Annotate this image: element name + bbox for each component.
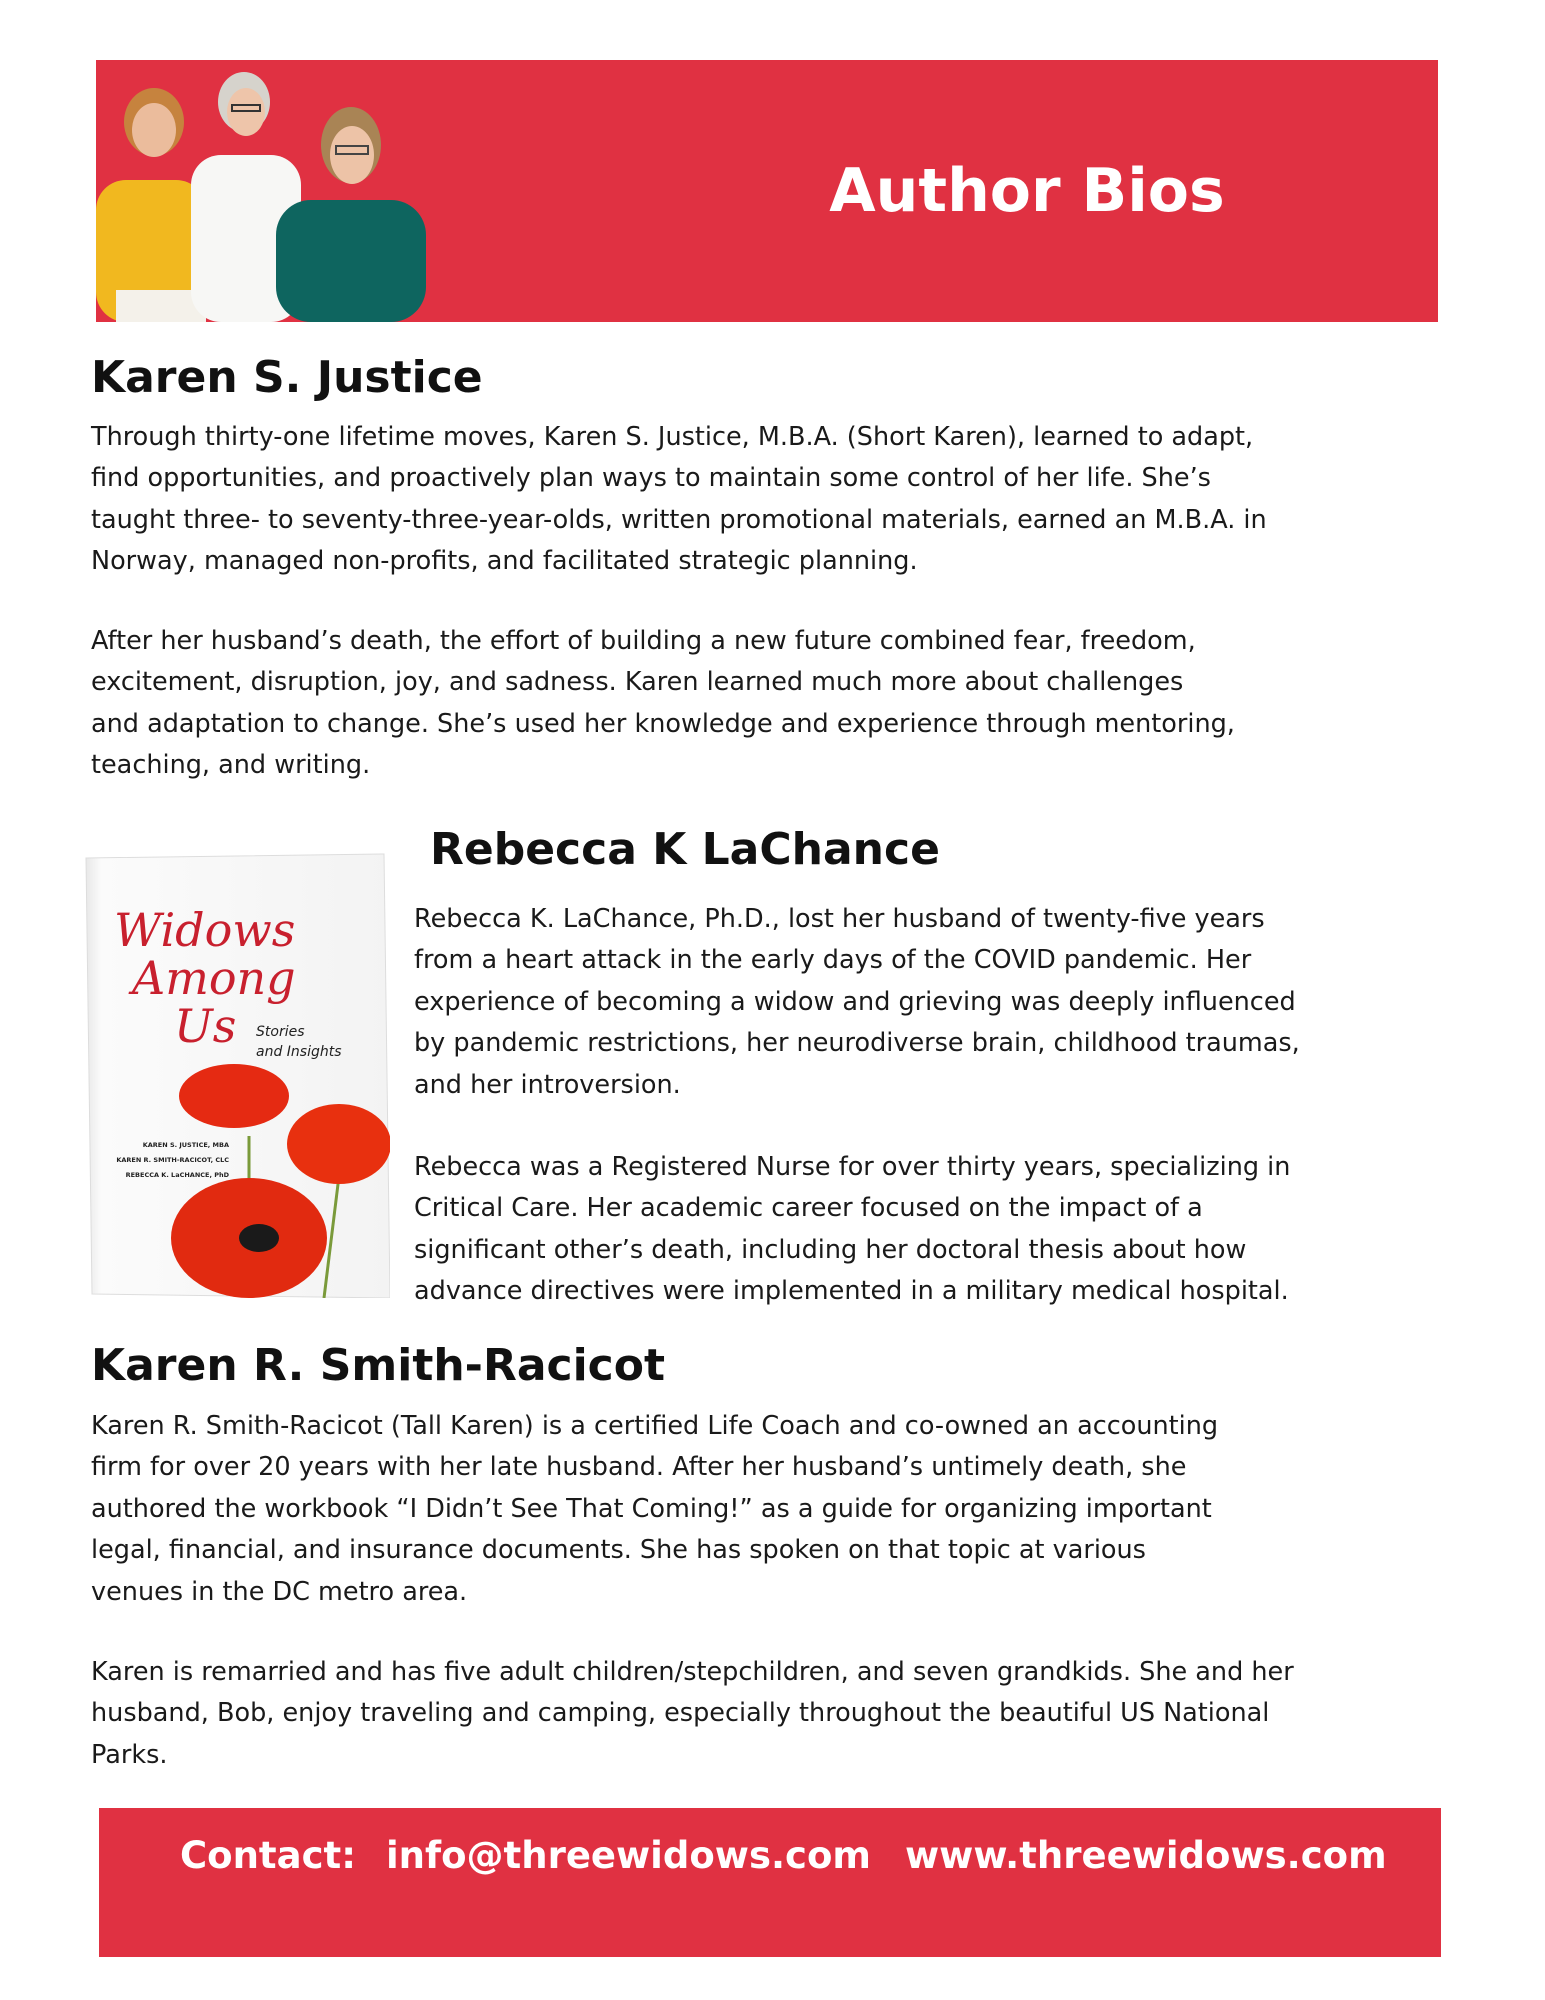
bio-line: venues in the DC metro area. — [91, 1576, 468, 1607]
bio-line: Karen is remarried and has five adult children/stepchildren, and seven grandkids. She and her — [91, 1657, 1294, 1687]
book-author-2: KAREN R. SMITH-RACICOT, CLC — [116, 1156, 229, 1164]
bio-line: Critical Care. Her academic career focused on the impact of a — [414, 1193, 1203, 1224]
bio-lachance-paragraph-1 — [414, 899, 1300, 1106]
book-subtitle-line2: and Insights — [256, 1044, 342, 1060]
bio-line: teaching, and writing. — [91, 750, 371, 781]
bio-line: Through thirty-one lifetime moves, Karen S. Justice, M.B.A. (Short Karen), learned to adapt, — [91, 422, 1254, 452]
author-name-smith-racicot: Karen R. Smith-Racicot — [91, 1340, 666, 1391]
bio-line: Rebecca K. LaChance, Ph.D., lost her husband of twenty-five years — [414, 904, 1265, 934]
website-link[interactable]: www.threewidows.com — [905, 1834, 1387, 1877]
author-name-lachance: Rebecca K LaChance — [430, 824, 940, 875]
bio-smith-racicot-paragraph-1 — [91, 1406, 1218, 1613]
contact-email-link[interactable]: info@threewidows.com — [386, 1834, 871, 1877]
book-subtitle-line1: Stories — [256, 1024, 305, 1040]
book-title-line1: Widows — [114, 903, 296, 957]
bio-justice-paragraph-2 — [91, 621, 1235, 787]
book-author-1: KAREN S. JUSTICE, MBA — [142, 1141, 229, 1149]
contact-label: Contact: — [180, 1834, 356, 1877]
bio-line: by pandemic restrictions, her neurodiverse brain, childhood traumas, — [414, 1028, 1300, 1059]
bio-line: Parks. — [91, 1739, 168, 1770]
bio-line: and her introversion. — [414, 1069, 681, 1100]
bio-line: advance directives were implemented in a military medical hospital. — [414, 1276, 1289, 1307]
bio-line: excitement, disruption, joy, and sadness. Karen learned much more about challenges — [91, 667, 1184, 698]
bio-justice-paragraph-1 — [91, 417, 1267, 583]
book-title-line2: Among — [132, 951, 296, 1005]
bio-line: After her husband’s death, the effort of building a new future combined fear, freedom, — [91, 626, 1196, 656]
header-banner — [96, 60, 1438, 322]
bio-line: from a heart attack in the early days of the COVID pandemic. Her — [414, 945, 1252, 976]
bio-lachance-paragraph-2 — [414, 1147, 1290, 1313]
bio-line: Norway, managed non-profits, and facilitated strategic planning. — [91, 546, 918, 577]
bio-line: and adaptation to change. She’s used her knowledge and experience through mentoring, — [91, 708, 1235, 739]
book-title-line3: Us — [174, 999, 237, 1053]
bio-line: Rebecca was a Registered Nurse for over thirty years, specializing in — [414, 1152, 1291, 1182]
page-title: Author Bios — [829, 156, 1225, 226]
bio-line: Karen R. Smith-Racicot (Tall Karen) is a certified Life Coach and co-owned an accounting — [91, 1411, 1219, 1441]
bio-smith-racicot-paragraph-2 — [91, 1652, 1294, 1776]
bio-line: find opportunities, and proactively plan ways to maintain some control of her life. She’s — [91, 463, 1211, 494]
bio-line: significant other’s death, including her doctoral thesis about how — [414, 1234, 1247, 1265]
author-name-justice: Karen S. Justice — [91, 352, 483, 403]
contact-footer — [99, 1808, 1441, 1957]
bio-line: husband, Bob, enjoy traveling and camping, especially throughout the beautiful US National — [91, 1698, 1270, 1729]
bio-line: taught three- to seventy-three-year-olds, written promotional materials, earned an M.B.A. in — [91, 504, 1267, 535]
authors-photo — [96, 60, 521, 322]
bio-line: experience of becoming a widow and grieving was deeply influenced — [414, 986, 1296, 1017]
book-cover-image — [84, 846, 390, 1298]
bio-line: authored the workbook “I Didn’t See That Coming!” as a guide for organizing important — [91, 1493, 1212, 1524]
book-author-3: REBECCA K. LaCHANCE, PhD — [125, 1171, 229, 1179]
bio-line: legal, financial, and insurance documents. She has spoken on that topic at various — [91, 1535, 1146, 1566]
bio-line: firm for over 20 years with her late husband. After her husband’s untimely death, she — [91, 1452, 1187, 1483]
